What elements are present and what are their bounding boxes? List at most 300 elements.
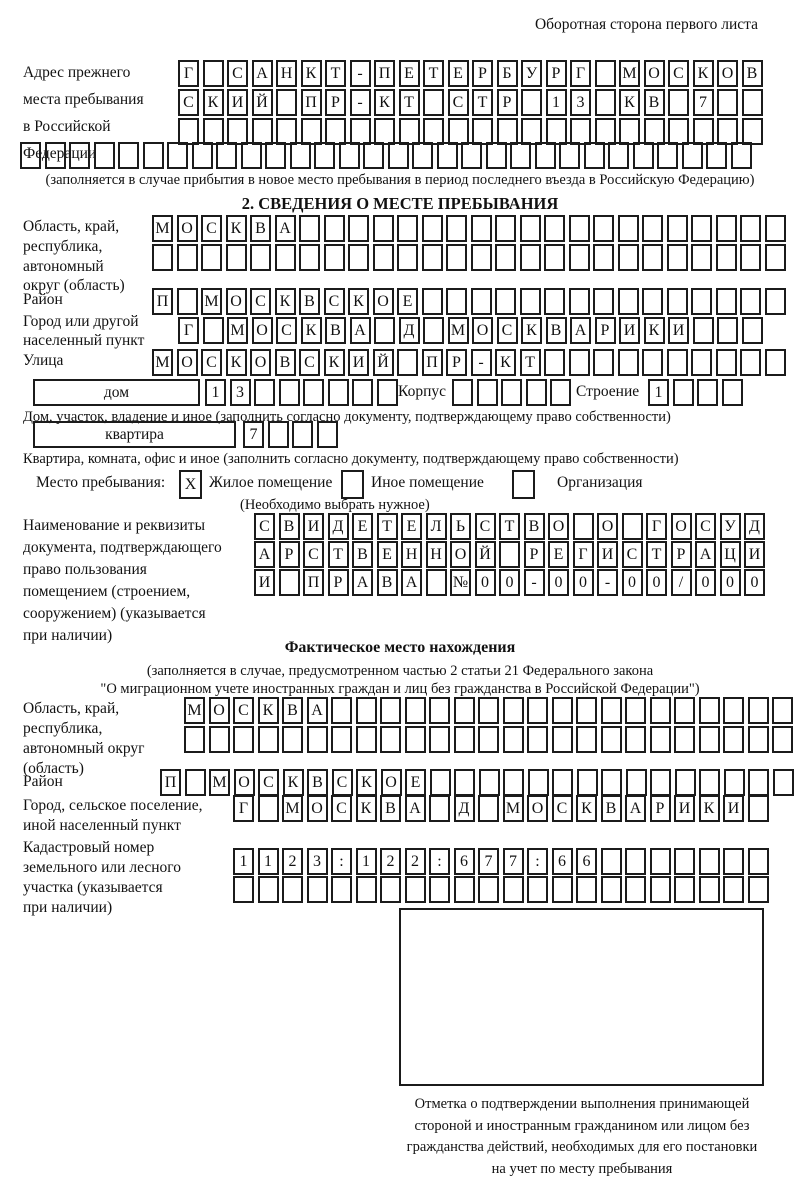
char-cell[interactable] <box>691 288 712 315</box>
char-cell[interactable] <box>363 142 384 169</box>
char-cell[interactable]: № <box>450 569 471 596</box>
char-cell[interactable]: М <box>152 349 173 376</box>
char-cell[interactable] <box>352 379 373 406</box>
char-cell[interactable]: Е <box>399 60 420 87</box>
char-cell[interactable] <box>472 118 493 145</box>
char-cell[interactable] <box>723 848 744 875</box>
char-cell[interactable] <box>748 848 769 875</box>
char-cell[interactable] <box>742 118 763 145</box>
char-cell[interactable] <box>350 118 371 145</box>
char-cell[interactable] <box>377 379 398 406</box>
char-cell[interactable]: О <box>527 795 548 822</box>
char-cell[interactable] <box>203 118 224 145</box>
char-cell[interactable]: О <box>671 513 692 540</box>
char-cell[interactable] <box>675 769 696 796</box>
char-cell[interactable]: В <box>299 288 320 315</box>
char-cell[interactable] <box>544 244 565 271</box>
char-cell[interactable] <box>201 244 222 271</box>
char-cell[interactable] <box>717 317 738 344</box>
char-cell[interactable] <box>674 876 695 903</box>
char-cell[interactable]: С <box>303 541 324 568</box>
char-cell[interactable] <box>618 288 639 315</box>
char-cell[interactable] <box>423 118 444 145</box>
char-cell[interactable] <box>373 215 394 242</box>
char-cell[interactable] <box>429 795 450 822</box>
char-cell[interactable] <box>471 244 492 271</box>
char-cell[interactable]: Й <box>373 349 394 376</box>
char-cell[interactable] <box>478 795 499 822</box>
char-cell[interactable] <box>552 726 573 753</box>
char-cell[interactable] <box>380 697 401 724</box>
char-cell[interactable] <box>595 60 616 87</box>
char-cell[interactable]: К <box>374 89 395 116</box>
char-cell[interactable]: М <box>201 288 222 315</box>
char-cell[interactable] <box>723 697 744 724</box>
char-cell[interactable]: О <box>234 769 255 796</box>
char-cell[interactable]: В <box>546 317 567 344</box>
char-cell[interactable]: О <box>209 697 230 724</box>
char-cell[interactable] <box>499 541 520 568</box>
char-cell[interactable]: С <box>299 349 320 376</box>
char-cell[interactable]: К <box>324 349 345 376</box>
char-cell[interactable] <box>118 142 139 169</box>
char-cell[interactable] <box>454 876 475 903</box>
char-cell[interactable] <box>716 349 737 376</box>
char-cell[interactable] <box>570 118 591 145</box>
char-cell[interactable] <box>314 142 335 169</box>
char-cell[interactable]: В <box>275 349 296 376</box>
char-cell[interactable]: 0 <box>499 569 520 596</box>
char-cell[interactable]: 6 <box>552 848 573 875</box>
char-cell[interactable]: К <box>356 769 377 796</box>
char-cell[interactable]: : <box>527 848 548 875</box>
char-cell[interactable]: Г <box>233 795 254 822</box>
char-cell[interactable] <box>501 379 522 406</box>
char-cell[interactable] <box>573 513 594 540</box>
char-cell[interactable]: Г <box>570 60 591 87</box>
char-cell[interactable] <box>618 215 639 242</box>
char-cell[interactable] <box>143 142 164 169</box>
char-cell[interactable] <box>279 379 300 406</box>
char-cell[interactable] <box>544 349 565 376</box>
char-cell[interactable] <box>716 215 737 242</box>
char-cell[interactable] <box>601 769 622 796</box>
char-cell[interactable] <box>520 288 541 315</box>
char-cell[interactable]: 0 <box>744 569 765 596</box>
char-cell[interactable]: П <box>422 349 443 376</box>
char-cell[interactable] <box>348 244 369 271</box>
char-cell[interactable] <box>772 726 793 753</box>
char-cell[interactable] <box>339 142 360 169</box>
char-cell[interactable] <box>691 215 712 242</box>
char-cell[interactable]: Р <box>325 89 346 116</box>
char-cell[interactable] <box>765 288 786 315</box>
char-cell[interactable] <box>216 142 237 169</box>
char-cell[interactable] <box>650 848 671 875</box>
char-cell[interactable]: 1 <box>546 89 567 116</box>
char-cell[interactable] <box>486 142 507 169</box>
char-cell[interactable] <box>527 726 548 753</box>
char-cell[interactable] <box>595 89 616 116</box>
char-cell[interactable]: А <box>570 317 591 344</box>
char-cell[interactable]: И <box>348 349 369 376</box>
char-cell[interactable] <box>373 244 394 271</box>
char-cell[interactable]: С <box>276 317 297 344</box>
char-cell[interactable]: Й <box>252 89 273 116</box>
char-cell[interactable]: Г <box>646 513 667 540</box>
char-cell[interactable]: А <box>401 569 422 596</box>
char-cell[interactable] <box>593 244 614 271</box>
char-cell[interactable] <box>307 876 328 903</box>
char-cell[interactable] <box>667 244 688 271</box>
char-cell[interactable]: Й <box>475 541 496 568</box>
char-cell[interactable]: Г <box>178 60 199 87</box>
char-cell[interactable] <box>693 118 714 145</box>
char-cell[interactable]: О <box>472 317 493 344</box>
char-cell[interactable] <box>503 769 524 796</box>
char-cell[interactable] <box>275 244 296 271</box>
char-cell[interactable] <box>569 215 590 242</box>
char-cell[interactable]: 0 <box>695 569 716 596</box>
char-cell[interactable] <box>748 769 769 796</box>
char-cell[interactable] <box>717 89 738 116</box>
char-cell[interactable] <box>521 118 542 145</box>
char-cell[interactable]: 0 <box>622 569 643 596</box>
char-cell[interactable]: Р <box>472 60 493 87</box>
char-cell[interactable] <box>20 142 41 169</box>
char-cell[interactable]: В <box>282 697 303 724</box>
char-cell[interactable] <box>252 118 273 145</box>
char-cell[interactable]: С <box>178 89 199 116</box>
char-cell[interactable] <box>510 142 531 169</box>
char-cell[interactable]: О <box>250 349 271 376</box>
char-cell[interactable] <box>495 288 516 315</box>
char-cell[interactable]: М <box>209 769 230 796</box>
char-cell[interactable] <box>292 421 313 448</box>
char-cell[interactable]: 0 <box>646 569 667 596</box>
char-cell[interactable] <box>601 876 622 903</box>
char-cell[interactable] <box>682 142 703 169</box>
char-cell[interactable] <box>748 795 769 822</box>
char-cell[interactable] <box>478 876 499 903</box>
char-cell[interactable] <box>765 215 786 242</box>
char-cell[interactable]: О <box>717 60 738 87</box>
char-cell[interactable]: М <box>619 60 640 87</box>
char-cell[interactable]: А <box>695 541 716 568</box>
char-cell[interactable] <box>446 288 467 315</box>
char-cell[interactable] <box>388 142 409 169</box>
char-cell[interactable] <box>667 288 688 315</box>
char-cell[interactable]: А <box>352 569 373 596</box>
char-cell[interactable] <box>454 726 475 753</box>
char-cell[interactable]: Е <box>548 541 569 568</box>
char-cell[interactable] <box>601 848 622 875</box>
char-cell[interactable] <box>227 118 248 145</box>
char-cell[interactable] <box>625 697 646 724</box>
char-cell[interactable]: О <box>226 288 247 315</box>
char-cell[interactable] <box>478 697 499 724</box>
char-cell[interactable] <box>478 726 499 753</box>
char-cell[interactable]: К <box>258 697 279 724</box>
char-cell[interactable] <box>742 317 763 344</box>
char-cell[interactable]: Е <box>401 513 422 540</box>
char-cell[interactable] <box>773 769 794 796</box>
char-cell[interactable]: О <box>177 349 198 376</box>
char-cell[interactable]: Д <box>328 513 349 540</box>
char-cell[interactable] <box>324 244 345 271</box>
char-cell[interactable]: О <box>548 513 569 540</box>
char-cell[interactable]: 6 <box>454 848 475 875</box>
char-cell[interactable] <box>642 349 663 376</box>
char-cell[interactable] <box>422 215 443 242</box>
char-cell[interactable] <box>94 142 115 169</box>
char-cell[interactable] <box>307 726 328 753</box>
char-cell[interactable] <box>331 697 352 724</box>
char-cell[interactable] <box>233 876 254 903</box>
char-cell[interactable] <box>203 317 224 344</box>
char-cell[interactable] <box>740 288 761 315</box>
char-cell[interactable] <box>471 215 492 242</box>
char-cell[interactable] <box>569 244 590 271</box>
char-cell[interactable]: М <box>503 795 524 822</box>
char-cell[interactable]: С <box>552 795 573 822</box>
char-cell[interactable]: Г <box>573 541 594 568</box>
char-cell[interactable]: С <box>324 288 345 315</box>
char-cell[interactable] <box>528 769 549 796</box>
char-cell[interactable] <box>699 697 720 724</box>
char-cell[interactable]: 0 <box>548 569 569 596</box>
char-cell[interactable]: Г <box>178 317 199 344</box>
char-cell[interactable]: И <box>723 795 744 822</box>
char-cell[interactable]: Р <box>671 541 692 568</box>
char-cell[interactable] <box>546 118 567 145</box>
char-cell[interactable]: Н <box>276 60 297 87</box>
char-cell[interactable]: О <box>177 215 198 242</box>
char-cell[interactable]: Е <box>352 513 373 540</box>
char-cell[interactable]: С <box>201 215 222 242</box>
char-cell[interactable]: А <box>350 317 371 344</box>
char-cell[interactable]: И <box>674 795 695 822</box>
char-cell[interactable] <box>667 349 688 376</box>
char-cell[interactable] <box>642 288 663 315</box>
char-cell[interactable] <box>477 379 498 406</box>
char-cell[interactable] <box>324 215 345 242</box>
char-cell[interactable]: Д <box>399 317 420 344</box>
char-cell[interactable] <box>722 379 743 406</box>
char-cell[interactable] <box>626 769 647 796</box>
char-cell[interactable] <box>209 726 230 753</box>
char-cell[interactable]: Р <box>446 349 467 376</box>
char-cell[interactable]: А <box>275 215 296 242</box>
char-cell[interactable] <box>748 726 769 753</box>
char-cell[interactable] <box>167 142 188 169</box>
char-cell[interactable]: М <box>184 697 205 724</box>
char-cell[interactable]: К <box>275 288 296 315</box>
char-cell[interactable]: Т <box>399 89 420 116</box>
char-cell[interactable]: Р <box>328 569 349 596</box>
char-cell[interactable] <box>276 118 297 145</box>
char-cell[interactable]: А <box>252 60 273 87</box>
char-cell[interactable]: Д <box>454 795 475 822</box>
char-cell[interactable] <box>422 244 443 271</box>
char-cell[interactable] <box>544 288 565 315</box>
char-cell[interactable] <box>716 244 737 271</box>
char-cell[interactable]: В <box>601 795 622 822</box>
char-cell[interactable] <box>633 142 654 169</box>
char-cell[interactable] <box>552 876 573 903</box>
char-cell[interactable]: К <box>301 317 322 344</box>
char-cell[interactable]: 7 <box>478 848 499 875</box>
char-cell[interactable] <box>429 697 450 724</box>
char-cell[interactable]: 7 <box>503 848 524 875</box>
char-cell[interactable] <box>303 379 324 406</box>
char-cell[interactable]: К <box>693 60 714 87</box>
stay-option-residential-checkbox[interactable]: X <box>179 470 202 499</box>
char-cell[interactable]: Р <box>497 89 518 116</box>
char-cell[interactable] <box>226 244 247 271</box>
char-cell[interactable]: Т <box>325 60 346 87</box>
char-cell[interactable] <box>625 848 646 875</box>
char-cell[interactable] <box>495 215 516 242</box>
char-cell[interactable]: Р <box>595 317 616 344</box>
char-cell[interactable] <box>233 726 254 753</box>
char-cell[interactable] <box>192 142 213 169</box>
char-cell[interactable]: Б <box>497 60 518 87</box>
char-cell[interactable]: О <box>597 513 618 540</box>
char-cell[interactable] <box>331 876 352 903</box>
char-cell[interactable] <box>608 142 629 169</box>
char-cell[interactable]: И <box>619 317 640 344</box>
char-cell[interactable] <box>331 726 352 753</box>
char-cell[interactable]: Л <box>426 513 447 540</box>
char-cell[interactable] <box>622 513 643 540</box>
char-cell[interactable]: С <box>497 317 518 344</box>
char-cell[interactable] <box>644 118 665 145</box>
char-cell[interactable] <box>497 118 518 145</box>
char-cell[interactable] <box>699 769 720 796</box>
char-cell[interactable] <box>268 421 289 448</box>
char-cell[interactable] <box>282 726 303 753</box>
char-cell[interactable] <box>765 349 786 376</box>
char-cell[interactable]: Р <box>279 541 300 568</box>
char-cell[interactable] <box>254 379 275 406</box>
char-cell[interactable] <box>405 876 426 903</box>
char-cell[interactable] <box>593 349 614 376</box>
char-cell[interactable] <box>552 697 573 724</box>
char-cell[interactable] <box>454 769 475 796</box>
char-cell[interactable]: П <box>301 89 322 116</box>
char-cell[interactable] <box>642 215 663 242</box>
char-cell[interactable] <box>595 118 616 145</box>
char-cell[interactable] <box>452 379 473 406</box>
char-cell[interactable]: Д <box>744 513 765 540</box>
char-cell[interactable]: И <box>303 513 324 540</box>
char-cell[interactable]: - <box>350 60 371 87</box>
char-cell[interactable]: 1 <box>258 848 279 875</box>
char-cell[interactable]: В <box>307 769 328 796</box>
char-cell[interactable] <box>265 142 286 169</box>
char-cell[interactable] <box>446 215 467 242</box>
char-cell[interactable]: 6 <box>576 848 597 875</box>
char-cell[interactable] <box>650 769 671 796</box>
char-cell[interactable]: 0 <box>720 569 741 596</box>
char-cell[interactable]: - <box>524 569 545 596</box>
char-cell[interactable] <box>601 697 622 724</box>
char-cell[interactable]: О <box>373 288 394 315</box>
char-cell[interactable] <box>724 769 745 796</box>
char-cell[interactable] <box>520 244 541 271</box>
char-cell[interactable] <box>495 244 516 271</box>
char-cell[interactable] <box>723 726 744 753</box>
char-cell[interactable]: 3 <box>570 89 591 116</box>
char-cell[interactable] <box>448 118 469 145</box>
char-cell[interactable]: 2 <box>405 848 426 875</box>
char-cell[interactable]: Т <box>472 89 493 116</box>
char-cell[interactable]: С <box>233 697 254 724</box>
char-cell[interactable]: С <box>258 769 279 796</box>
char-cell[interactable] <box>276 89 297 116</box>
char-cell[interactable] <box>258 876 279 903</box>
char-cell[interactable] <box>717 118 738 145</box>
char-cell[interactable] <box>673 379 694 406</box>
char-cell[interactable]: 7 <box>693 89 714 116</box>
char-cell[interactable]: И <box>597 541 618 568</box>
char-cell[interactable] <box>619 118 640 145</box>
house-type-box[interactable]: дом <box>33 379 200 406</box>
char-cell[interactable] <box>250 244 271 271</box>
apartment-type-box[interactable]: квартира <box>33 421 236 448</box>
char-cell[interactable]: П <box>152 288 173 315</box>
char-cell[interactable] <box>625 726 646 753</box>
char-cell[interactable] <box>697 379 718 406</box>
char-cell[interactable] <box>723 876 744 903</box>
char-cell[interactable]: Е <box>448 60 469 87</box>
char-cell[interactable] <box>618 244 639 271</box>
char-cell[interactable] <box>657 142 678 169</box>
char-cell[interactable]: О <box>381 769 402 796</box>
char-cell[interactable]: 1 <box>356 848 377 875</box>
char-cell[interactable] <box>203 60 224 87</box>
char-cell[interactable] <box>184 726 205 753</box>
char-cell[interactable] <box>674 697 695 724</box>
char-cell[interactable]: К <box>576 795 597 822</box>
char-cell[interactable]: О <box>252 317 273 344</box>
char-cell[interactable] <box>258 795 279 822</box>
char-cell[interactable]: А <box>307 697 328 724</box>
char-cell[interactable]: К <box>619 89 640 116</box>
char-cell[interactable]: 1 <box>233 848 254 875</box>
char-cell[interactable]: К <box>644 317 665 344</box>
char-cell[interactable]: А <box>254 541 275 568</box>
char-cell[interactable]: С <box>622 541 643 568</box>
char-cell[interactable]: М <box>227 317 248 344</box>
char-cell[interactable] <box>601 726 622 753</box>
char-cell[interactable] <box>45 142 66 169</box>
char-cell[interactable]: И <box>744 541 765 568</box>
char-cell[interactable] <box>282 876 303 903</box>
char-cell[interactable]: В <box>325 317 346 344</box>
char-cell[interactable] <box>380 726 401 753</box>
char-cell[interactable] <box>299 215 320 242</box>
char-cell[interactable] <box>399 118 420 145</box>
char-cell[interactable] <box>279 569 300 596</box>
char-cell[interactable]: В <box>644 89 665 116</box>
char-cell[interactable] <box>569 288 590 315</box>
char-cell[interactable] <box>446 244 467 271</box>
char-cell[interactable]: Ь <box>450 513 471 540</box>
stay-option-other-checkbox[interactable] <box>341 470 364 499</box>
char-cell[interactable]: П <box>303 569 324 596</box>
